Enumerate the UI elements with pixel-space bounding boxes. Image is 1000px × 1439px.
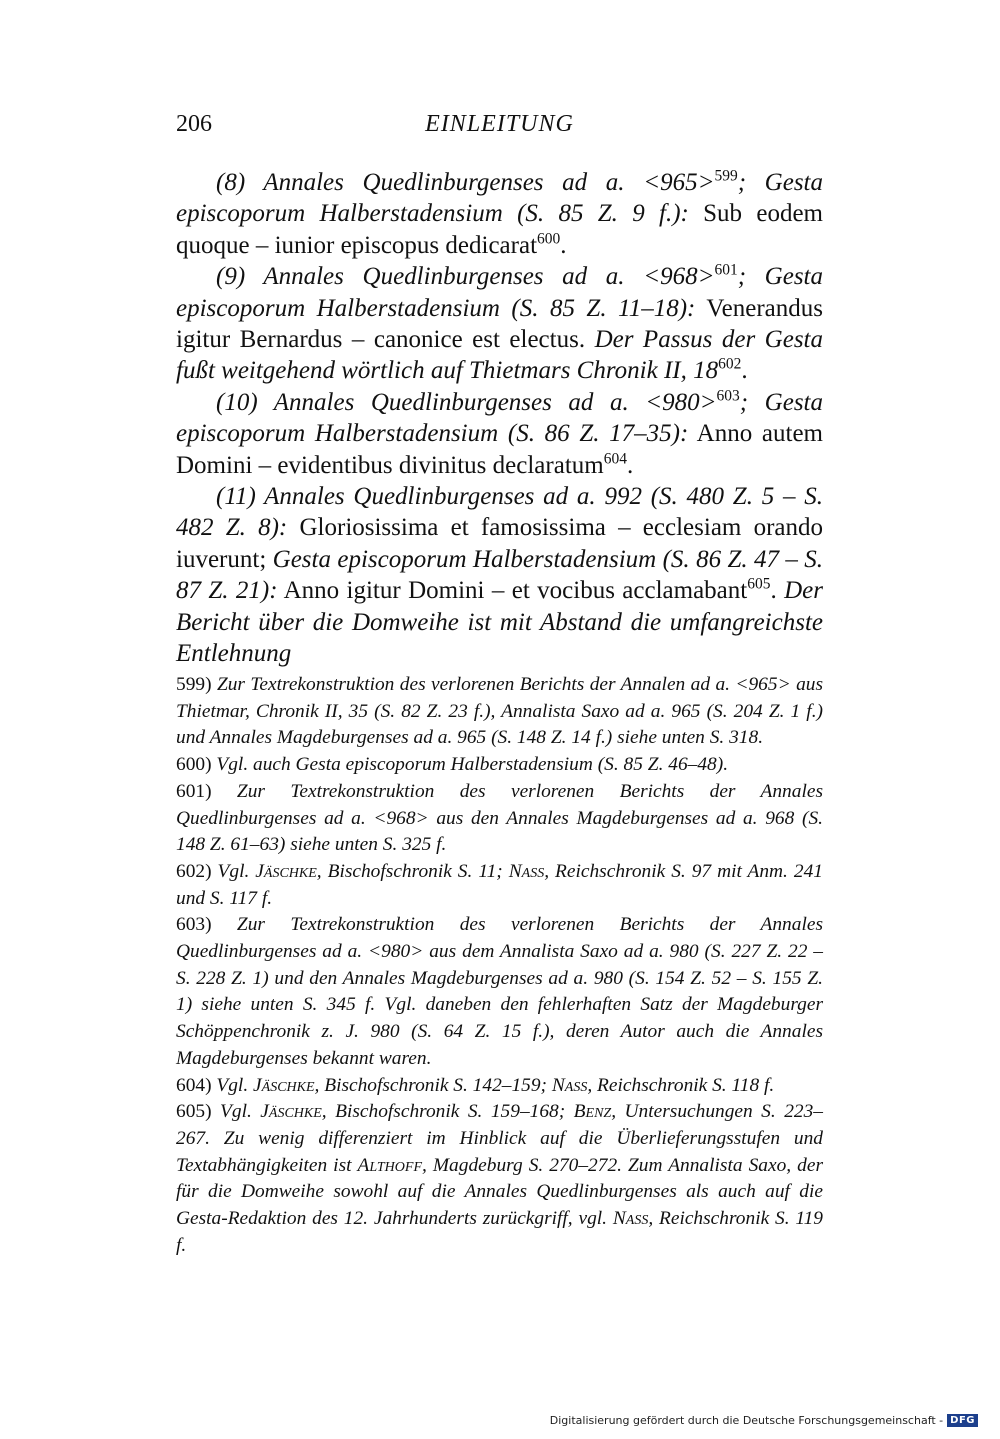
paragraph-10 bbox=[176, 387, 823, 481]
footnote-number: 602) bbox=[176, 860, 212, 882]
source-citation: (11) Annales Quedlinburgenses ad a. 992 (S. 480 Z. 5 – S. 482 Z. 8): bbox=[176, 483, 823, 542]
quoted-text: Anno igitur Domini – et vocibus acclamabant bbox=[277, 577, 748, 605]
footnote-602 bbox=[176, 859, 823, 912]
author-name: Nass bbox=[551, 1074, 588, 1096]
footnote-fragment: Vgl. bbox=[211, 860, 256, 882]
quoted-text: Gloriosissima et famosissima – ecclesiam orando iuverunt; bbox=[176, 514, 824, 573]
quoted-text: Sub eodem quoque – iunior episcopus dedicarat bbox=[176, 200, 823, 259]
commentary-text: Der Bericht über die Domweihe ist mit Abstand die umfangreichste Entlehnung bbox=[176, 577, 823, 668]
author-name: Jäschke bbox=[260, 1101, 322, 1123]
footnote-text: Zur Textrekonstruktion des verlorenen Berichts der Annalen ad a. <965> aus Thietmar, Chronik II, 35 (S. 82 Z. 23 f.), Annalista Saxo ad a. 965 (S. 204 Z. 1 f.) und Annales Magdeburgenses ad a. 965 (S. 148 Z. 14 f.) siehe unten S. 318. bbox=[176, 674, 823, 749]
author-name: Althoff bbox=[357, 1154, 423, 1176]
paragraph-11 bbox=[176, 481, 823, 669]
source-citation: ; Gesta episcoporum Halberstadensium (S. 85 Z. 11–18): bbox=[176, 263, 823, 322]
footnote-fragment: , Bischofschronik S. 11; bbox=[316, 860, 509, 882]
footnote-605 bbox=[176, 1099, 823, 1259]
page-number: 206 bbox=[176, 111, 212, 137]
footnote-fragment: , Magdeburg S. 270–272. Zum Annalista Saxo, der für die Domweihe sowohl auf die Annales Quedlinburgenses als auch auf die Gesta-Redaktion des 12. Jahrhunderts zurückgriff, vgl. bbox=[176, 1154, 823, 1230]
author-name: Nass bbox=[612, 1208, 649, 1230]
commentary-text: Der Passus der Gesta fußt weitgehend wörtlich auf Thietmars Chronik II, 18 bbox=[176, 326, 823, 385]
footnote-number: 603) bbox=[176, 914, 212, 936]
author-name: Nass bbox=[508, 860, 545, 882]
footnote-ref: 602 bbox=[718, 356, 742, 374]
footnote-603 bbox=[176, 912, 823, 1072]
footnote-ref: 604 bbox=[603, 450, 627, 468]
footnote-number: 599) bbox=[176, 674, 212, 695]
author-name: Jäschke bbox=[255, 860, 317, 882]
digitization-credit bbox=[550, 1410, 978, 1430]
footnote-fragment: , Reichschronik S. 97 mit Anm. 241 und S. 117 f. bbox=[176, 860, 823, 909]
footnote-fragment: , Bischofschronik S. 159–168; bbox=[321, 1101, 574, 1123]
punctuation: . bbox=[560, 231, 567, 259]
running-head: EINLEITUNG bbox=[425, 111, 574, 137]
footnote-ref: 599 bbox=[714, 167, 738, 185]
footnote-fragment: , Reichschronik S. 118 f. bbox=[587, 1074, 775, 1096]
footnote-number: 600) bbox=[176, 754, 212, 776]
punctuation: . bbox=[626, 451, 634, 479]
paragraph-8 bbox=[176, 167, 823, 261]
footnote-fragment: Vgl. bbox=[211, 1074, 254, 1096]
quoted-text: Venerandus igitur Bernardus – canonice est electus. bbox=[176, 294, 823, 354]
footnote-601 bbox=[176, 779, 823, 859]
footnote-text: Zur Textrekonstruktion des verlorenen Berichts der Annales Quedlinburgenses ad a. <968> aus den Annales Magdeburgenses ad a. 968 (S. 148 Z. 61–63) siehe unten S. 325 f. bbox=[176, 780, 823, 856]
page-header bbox=[176, 111, 823, 143]
punctuation: . bbox=[770, 577, 785, 605]
footnote-599 bbox=[176, 672, 823, 752]
footnote-ref: 601 bbox=[714, 261, 738, 279]
footnote-text bbox=[176, 1101, 823, 1256]
footnote-ref: 605 bbox=[747, 575, 771, 593]
footnote-fragment: , Reichschronik S. 119 f. bbox=[176, 1208, 824, 1256]
footnote-604 bbox=[176, 1073, 823, 1100]
footnotes bbox=[176, 672, 823, 1259]
footnote-text bbox=[176, 861, 823, 909]
footnote-number: 604) bbox=[176, 1074, 212, 1096]
punctuation: . bbox=[741, 357, 748, 385]
footnote-number: 605) bbox=[176, 1101, 212, 1123]
source-citation: (10) Annales Quedlinburgenses ad a. <980> bbox=[216, 388, 717, 416]
dfg-logo: DFG bbox=[947, 1414, 978, 1427]
source-citation: ; Gesta episcoporum Halberstadensium (S. 85 Z. 9 f.): bbox=[176, 169, 823, 228]
footnote-text: Vgl. auch Gesta episcoporum Halberstadensium (S. 85 Z. 46–48). bbox=[211, 754, 729, 776]
footnote-number: 601) bbox=[176, 780, 212, 802]
author-name: Benz bbox=[573, 1101, 612, 1123]
footnote-600 bbox=[176, 752, 823, 779]
source-citation: Gesta episcoporum Halberstadensium (S. 86 Z. 47 – S. 87 Z. 21): bbox=[176, 545, 824, 605]
footnote-text: Zur Textrekonstruktion des verlorenen Berichts der Annales Quedlinburgenses ad a. <980> aus dem Annalista Saxo ad a. 980 (S. 227 Z. 22 – S. 228 Z. 1) und den Annales Magdeburgenses ad a. 980 (S. 154 Z. 52 – S. 155 Z. 1) siehe unten S. 345 f. Vgl. daneben den fehlerhaften Satz der Magdeburger Schöppenchronik z. J. 980 (S. 64 Z. 15 f.), deren Autor auch die Annales Magdeburgenses bekannt waren. bbox=[176, 914, 823, 1069]
footnote-fragment: , Untersuchungen S. 223–267. Zu wenig differenziert im Hinblick auf die Überlieferungsstufen und Textabhängigkeiten ist bbox=[176, 1101, 823, 1176]
footnote-ref: 600 bbox=[537, 230, 561, 248]
footnote-ref: 603 bbox=[716, 387, 740, 405]
source-citation: (8) Annales Quedlinburgenses ad a. <965> bbox=[216, 169, 715, 196]
source-citation: ; Gesta episcoporum Halberstadensium (S. 86 Z. 17–35): bbox=[176, 388, 823, 448]
source-citation: (9) Annales Quedlinburgenses ad a. <968> bbox=[216, 263, 715, 291]
footnote-fragment: Vgl. bbox=[211, 1101, 261, 1123]
author-name: Jäschke bbox=[253, 1074, 315, 1096]
quoted-text: Anno autem Domini – evidentibus divinitus declaratum bbox=[176, 420, 823, 479]
credit-text: Digitalisierung gefördert durch die Deutsche Forschungsgemeinschaft - bbox=[549, 1413, 944, 1427]
paragraph-9 bbox=[176, 261, 823, 387]
footnote-fragment: , Bischofschronik S. 142–159; bbox=[314, 1074, 552, 1096]
footnote-text bbox=[212, 1075, 775, 1096]
main-text bbox=[176, 167, 823, 670]
